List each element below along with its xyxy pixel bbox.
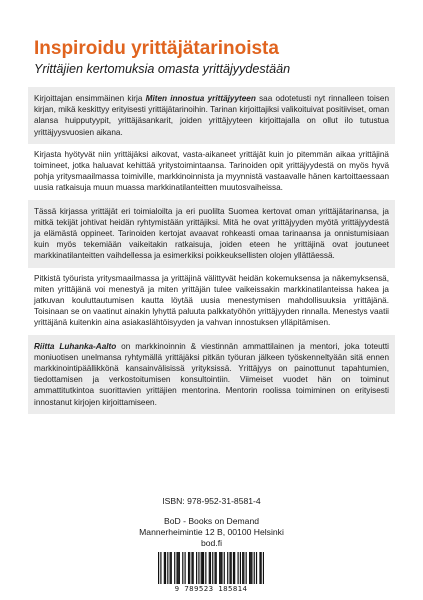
stories-block [28, 200, 395, 268]
paragraph-benefits: Kirjasta hyötyvät niin yrittäjäksi aikovat, vasta-aikaneet yrittäjät kuin jo pitemmän aikaa yrittäjinä toimineet, jotka haluavat kehittää yritystoimintaansa. Tarinoiden opit yrittäjyydestä on myös hyvä pohja yritysmaailmassa toimiville, markkinoinnista ja myynnistä vastaavalle hänen kartoittaessaan uusia ratkaisuja muun muassa markkinatilanteitten muutosvaiheissa. [34, 149, 389, 193]
paragraph-author [34, 341, 389, 408]
barcode-digits: 9 789523 185814 [158, 584, 264, 593]
isbn: ISBN: 978-952-31-8581-4 [162, 496, 261, 506]
author-bio: on markkinoinnin & viestinnän ammattilainen ja mentori, joka toteutti moniuotisen unelmansa ryhtymällä yrittäjäksi pitkän työuran jälkeen työskenneltyään sitä ennen markkinointipäällikkönä kansainvälisissä yrityksissä. Yrittäjyys on painottunut tapahtumien, tiedottamisen ja verkostoitumisen konsultointiin. Viimeiset vuodet hän on toiminut ammattitutkintoa suorittavien yrittäjien mentorina. Mentorin roolissa toimiminen on erityisesti innostanut kirjojen kirjoittamiseen. [34, 341, 389, 407]
publisher-web: bod.fi [200, 538, 223, 548]
paragraph-experience: Pitkistä työurista yritysmaailmassa ja yrittäjinä välittyvät heidän kokemuksensa ja näkemyksensä, miten yrittäjänä voi menestyä ja miten yrittäjän tulee vaikeissakin markkinatilanteissa hakea ja jatkuvan kouluttautumisen kautta löytää uusia menestymisen mahdollisuuksia yrittäjänä. Toisinaan se on vaatinut ainakin lyhyttä paluuta palkkatyöhön yrittäjyyden rinnalla. Menestys vaatii yrittäjänä kuitenkin aina asiakaslähtöisyyden ja vahvan innostuksen ylläpitämisen. [34, 273, 389, 328]
publisher-name: BoD - Books on Demand [163, 516, 260, 526]
publisher-address: Mannerheimintie 12 B, 00100 Helsinki [139, 527, 284, 537]
paragraph-intro [34, 93, 389, 138]
barcode-bars [158, 552, 264, 586]
paragraph-intro-text: Kirjoittajan ensimmäinen kirja [34, 94, 146, 103]
author-block [28, 335, 395, 414]
barcode [158, 552, 264, 592]
author-name: Riitta Luhanka-Aalto [34, 341, 117, 351]
page-title: Inspiroidu yrittäjätarinoista [34, 38, 279, 59]
book-title: Miten innostua yrittäjyyteen [145, 94, 256, 103]
experience-block [34, 268, 389, 335]
benefits-block [34, 144, 389, 200]
intro-block [28, 87, 395, 144]
paragraph-intro-rest: saa odotetusti nyt rinnalleen toisen kirjan, mikä keskittyy erityisesti yrittäjätarinoihin. Tarinan kirjoittajiksi valikoituivat positiiviset, oman alansa huipputyypit, yrittäjäsankarit, joiden yrittäjyyteen kirjoittajalla on ollut ilo tutustua yrittäjyysvuosien aikana. [34, 94, 389, 137]
page-subtitle: Yrittäjien kertomuksia omasta yrittäjyydestään [34, 62, 291, 76]
paragraph-stories: Tässä kirjassa yrittäjät eri toimialoilta ja eri puolilta Suomea kertovat oman yrittäjätarinansa, ja mitkä tekijät johtivat heidän ryhtymistään yrittäjiksi. Mitä he ovat yrittäjyyden myötä yrittäjyydestä ja elämästä oppineet. Tarinoiden kertojat avaavat rohkeasti omaa tarinaansa ja onnistumisiaan kuin myös tekemiään vaikeitakin ratkaisuja, joiden eteen he yrittäjinä ovat joutuneet markkinatilanteitten vaihdellessa ja esimerkiksi poikkeuksellisten olojen yllättäessä. [34, 206, 389, 261]
imprint [0, 496, 423, 549]
